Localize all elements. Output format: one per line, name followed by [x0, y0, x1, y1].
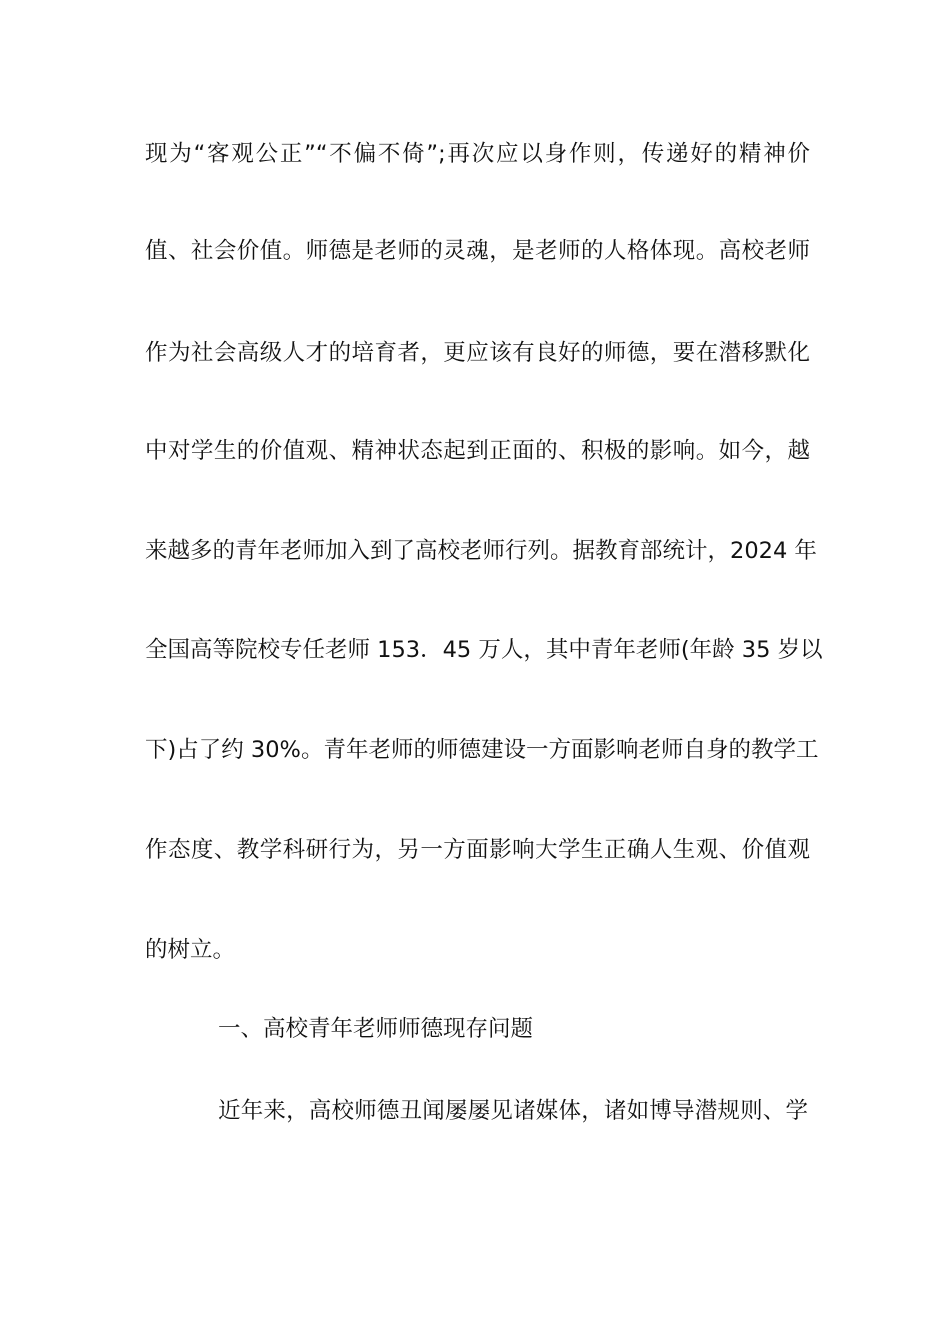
section-heading: 一、高校青年老师师德现存问题: [218, 1016, 534, 1042]
paragraph-line-1: 现为“客观公正”“不偏不倚”;再次应以身作则，传递好的精神价: [145, 141, 810, 167]
paragraph-line-9: 的树立。: [145, 937, 236, 963]
paragraph-line-5: 来越多的青年老师加入到了高校老师行列。据教育部统计，2024 年: [145, 538, 817, 564]
next-paragraph-line-1: 近年来，高校师德丑闻屡屡见诸媒体，诸如博导潜规则、学: [218, 1098, 808, 1124]
paragraph-line-3: 作为社会高级人才的培育者，更应该有良好的师德，要在潜移默化: [145, 340, 810, 366]
paragraph-line-8: 作态度、教学科研行为，另一方面影响大学生正确人生观、价值观: [145, 837, 810, 863]
paragraph-line-7: 下)占了约 30%。青年老师的师德建设一方面影响老师自身的教学工: [145, 737, 819, 763]
paragraph-line-6: 全国高等院校专任老师 153．45 万人，其中青年老师(年龄 35 岁以: [145, 637, 823, 663]
paragraph-line-4: 中对学生的价值观、精神状态起到正面的、积极的影响。如今，越: [145, 438, 810, 464]
paragraph-line-2: 值、社会价值。师德是老师的灵魂，是老师的人格体现。高校老师: [145, 238, 810, 264]
